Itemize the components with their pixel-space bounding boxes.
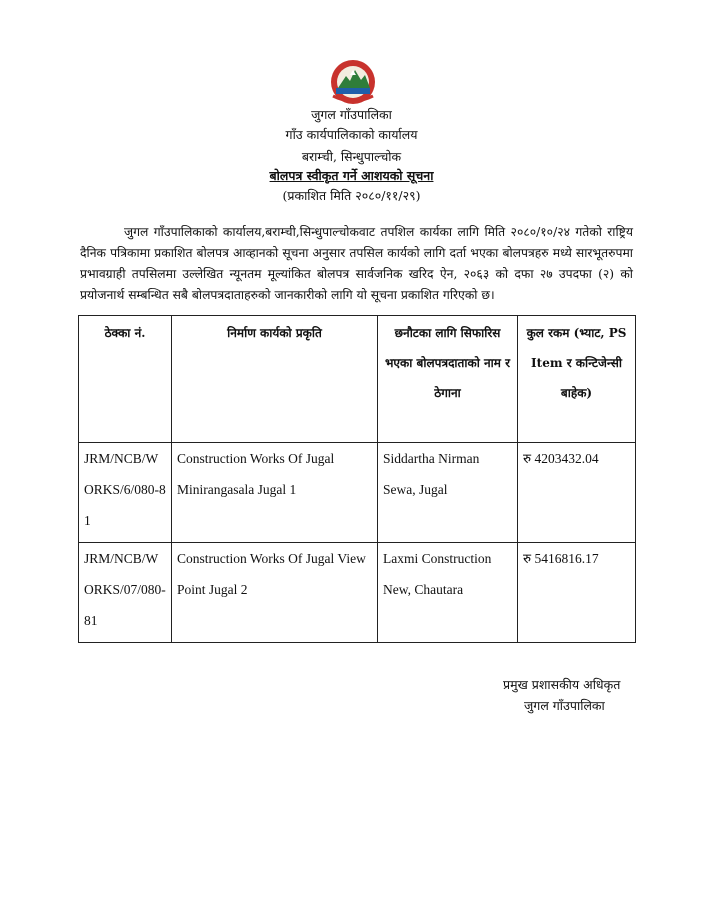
notice-title: बोलपत्र स्वीकृत गर्ने आशयको सूचना	[269, 168, 434, 183]
notice-body: जुगल गाँउपालिकाको कार्यालय,बराम्ची,सिन्धुपाल्चोकवाट तपशिल कार्यका लागि मिति २०८०/१०/२४ गतेको राष्ट्रिय दैनिक पत्रिकामा प्रकाशित बोलपत्र आव्हानको सूचना अनुसार तपसिल कार्यको लागि दर्ता भएका बोलपत्रहरु मध्ये सारभूतरुपमा प्रभावग्राही तपसिलमा उल्लेखित न्यूनतम मूल्यांकित बोलपत्र सार्वजनिक खरिद ऐन, २०६३ को दफा २७ उपदफा (२) को प्रयोजनार्थ सम्बन्धित सबै बोलपत्रदाताहरुको जानकारीको लागि यो सूचना प्रकाशित गरिएको छ।	[80, 225, 633, 303]
header-work-type: निर्माण कार्यको प्रकृति	[172, 316, 378, 443]
nepal-emblem-icon	[327, 58, 379, 106]
header-contract-no: ठेक्का नं.	[79, 316, 172, 443]
bidder-cell: Siddartha Nirman Sewa, Jugal	[378, 443, 518, 543]
amount-cell: रु 4203432.04	[518, 443, 636, 543]
table-row	[79, 443, 636, 543]
signatory-office: जुगल गाँउपालिका	[524, 698, 605, 713]
office-address: बराम्ची, सिन्धुपाल्चोक	[301, 149, 402, 164]
published-date: (प्रकाशित मिति २०८०/११/२९)	[282, 188, 421, 203]
bidder-cell: Laxmi Construction New, Chautara	[378, 543, 518, 643]
table-header-row	[79, 316, 636, 443]
signatory-title: प्रमुख प्रशासकीय अधिकृत	[503, 677, 621, 692]
table-row	[79, 543, 636, 643]
header-bidder: छनौटका लागि सिफारिस भएका बोलपत्रदाताको नाम र ठेगाना	[378, 316, 518, 443]
header-amount: कुल रकम (भ्याट, PS Item र कन्टिजेन्सी बाहेक)	[518, 316, 636, 443]
contract-no-cell: JRM/NCB/WORKS/6/080-81	[79, 443, 172, 543]
amount-cell: रु 5416816.17	[518, 543, 636, 643]
tender-table	[78, 315, 636, 643]
work-cell: Construction Works Of Jugal View Point Jugal 2	[172, 543, 378, 643]
contract-no-cell: JRM/NCB/WORKS/07/080-81	[79, 543, 172, 643]
office-name: जुगल गाँउपालिका	[311, 107, 392, 122]
office-subtitle: गाँउ कार्यपालिकाको कार्यालय	[285, 127, 418, 142]
work-cell: Construction Works Of Jugal Minirangasala Jugal 1	[172, 443, 378, 543]
